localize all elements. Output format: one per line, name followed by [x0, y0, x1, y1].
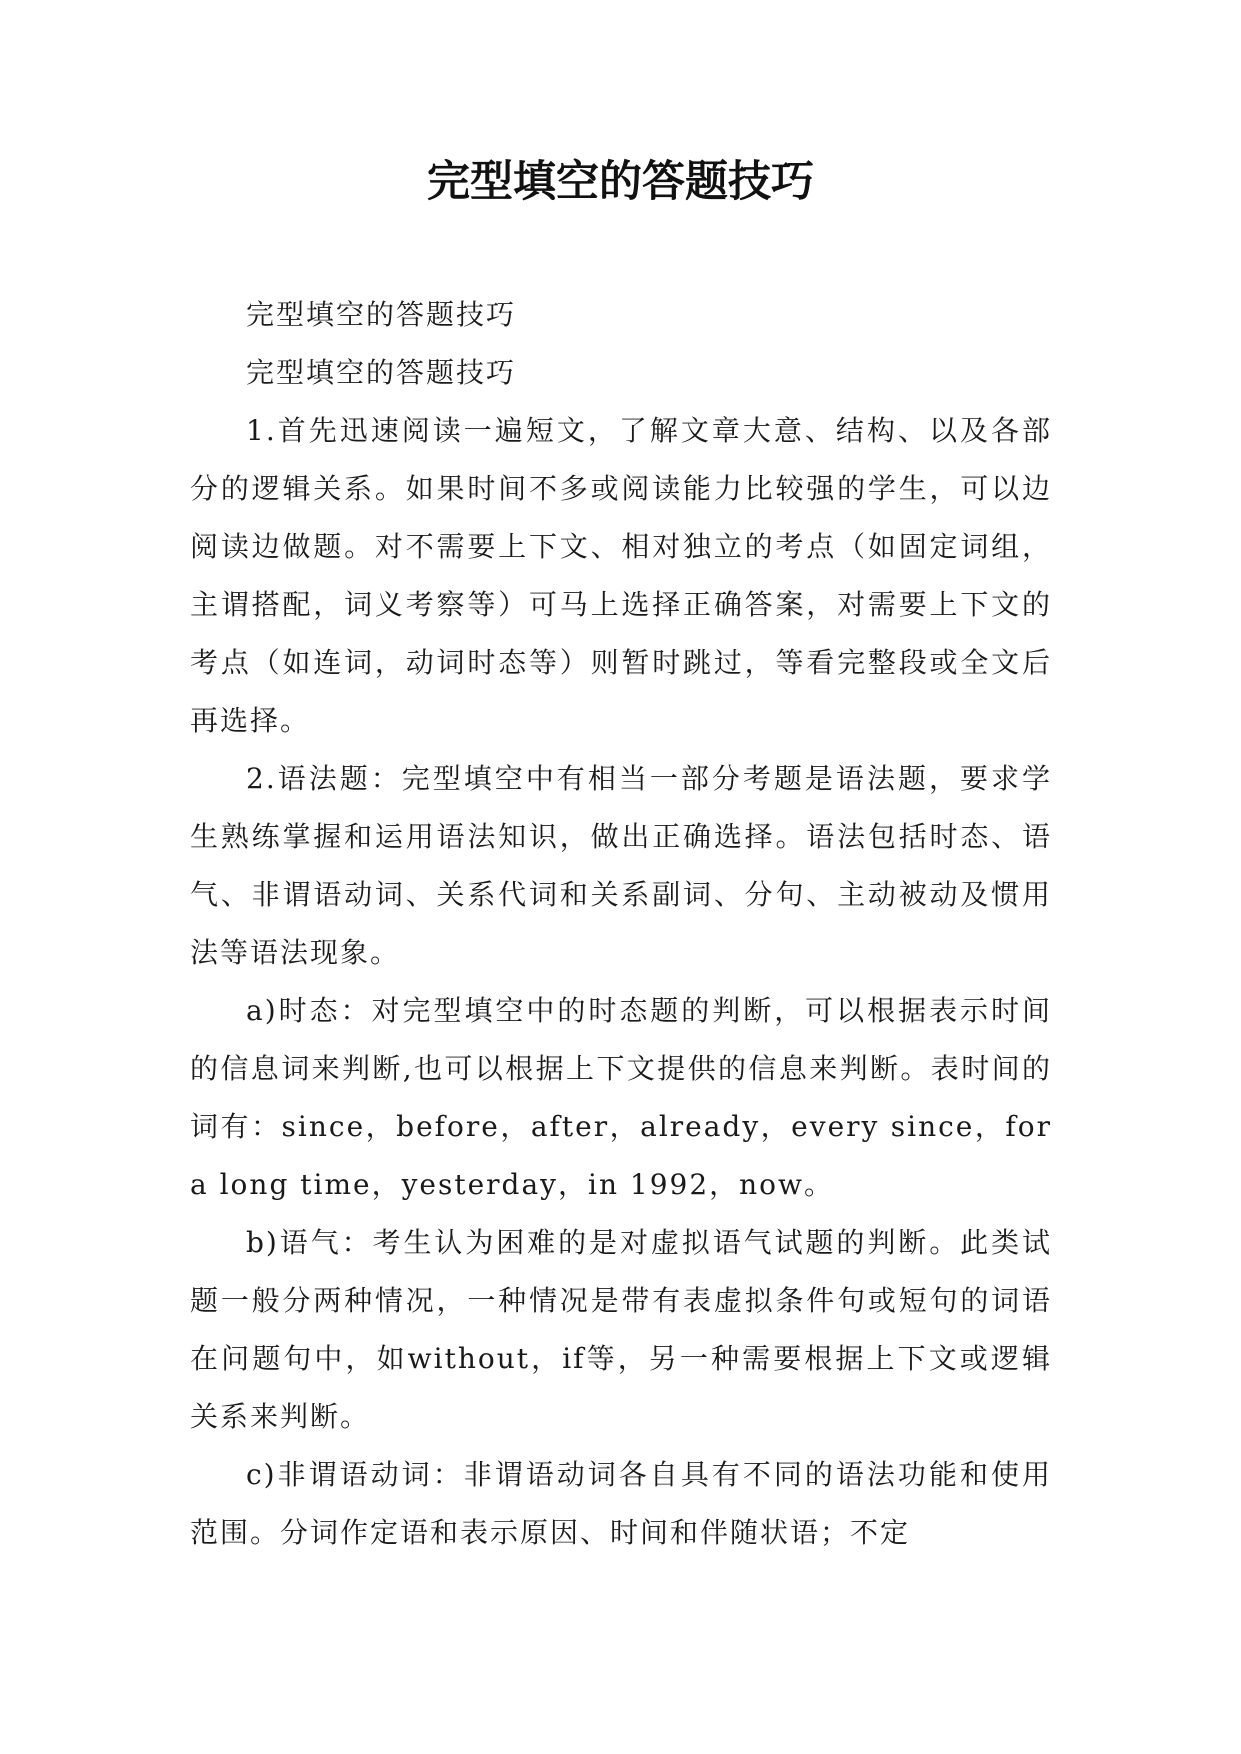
paragraph-subtitle-1: 完型填空的答题技巧: [246, 298, 517, 331]
paragraph-subtitle-2: 完型填空的答题技巧: [246, 356, 517, 389]
document-body: [190, 286, 1052, 1562]
paragraph-tense: a)时态：对完型填空中的时态题的判断，可以根据表示时间的信息词来判断,也可以根据上下文提供的信息来判断。表时间的词有：since，before，after，already，every since，for a long time，yesterday，in 1992，now。: [190, 994, 1052, 1201]
document-title: 完型填空的答题技巧: [427, 157, 814, 207]
paragraph-mood: b)语气：考生认为困难的是对虚拟语气试题的判断。此类试题一般分两种情况，一种情况是带有表虚拟条件句或短句的词语在问题句中，如without，if等，另一种需要根据上下文或逻辑关系来判断。: [190, 1226, 1052, 1433]
paragraph-non-finite-verbs: c)非谓语动词：非谓语动词各自具有不同的语法功能和使用范围。分词作定语和表示原因、时间和伴随状语；不定: [190, 1458, 1052, 1549]
paragraph-reading-strategy: 1.首先迅速阅读一遍短文，了解文章大意、结构、以及各部分的逻辑关系。如果时间不多或阅读能力比较强的学生，可以边阅读边做题。对不需要上下文、相对独立的考点（如固定词组，主谓搭配，词义考察等）可马上选择正确答案，对需要上下文的考点（如连词，动词时态等）则暂时跳过，等看完整段或全文后再选择。: [190, 414, 1052, 737]
paragraph-grammar: 2.语法题：完型填空中有相当一部分考题是语法题，要求学生熟练掌握和运用语法知识，做出正确选择。语法包括时态、语气、非谓语动词、关系代词和关系副词、分句、主动被动及惯用法等语法现象。: [190, 762, 1052, 969]
